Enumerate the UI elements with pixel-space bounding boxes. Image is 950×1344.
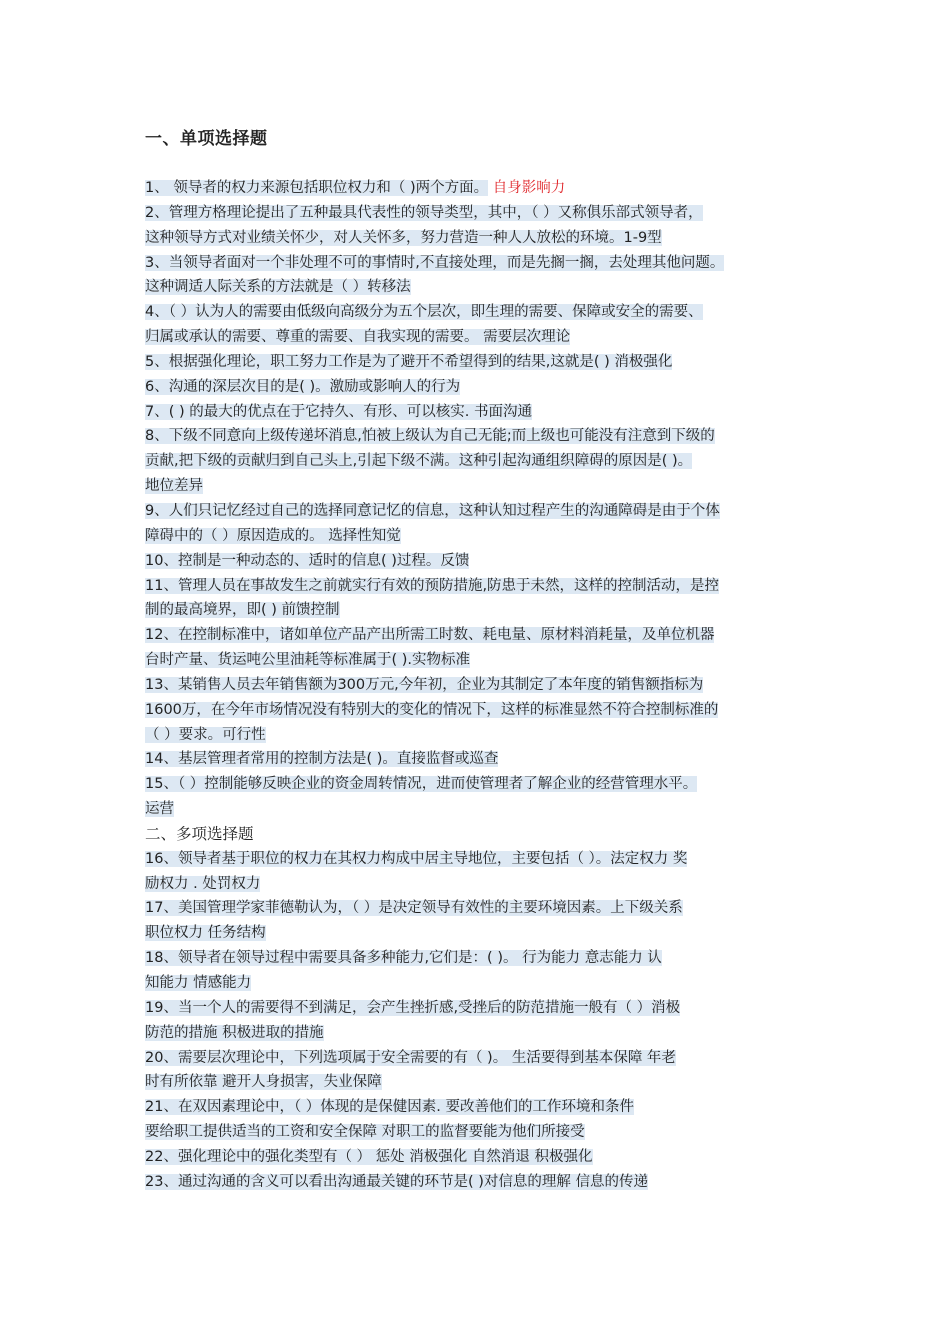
question-line: 11、管理人员在事故发生之前就实行有效的预防措施,防患于未然，这样的控制活动，是控 — [145, 577, 720, 594]
question-line: 这种领导方式对业绩关怀少，对人关怀多，努力营造一种人人放松的环境。1-9型 — [145, 229, 662, 246]
answer-text: 自身影响力 — [492, 180, 566, 196]
question-line: 4、（ ）认为人的需要由低级向高级分为五个层次，即生理的需要、保障或安全的需要、 — [145, 304, 703, 321]
question-line: 运营 — [145, 801, 174, 818]
section-title-single-choice: 一、单项选择题 — [145, 129, 268, 149]
question-line: 这种调适人际关系的方法就是（ ）转移法 — [145, 279, 411, 296]
question-line: 12、在控制标准中，诸如单位产品产出所需工时数、耗电量、原材料消耗量，及单位机器 — [145, 627, 715, 644]
question-line: 10、控制是一种动态的、适时的信息( )过程。反馈 — [145, 552, 470, 569]
question-line: 19、当一个人的需要得不到满足，会产生挫折感,受挫后的防范措施一般有（ ）消极 — [145, 999, 681, 1016]
question-line: 3、当领导者面对一个非处理不可的事情时,不直接处理，而是先搁一搁，去处理其他问题。 — [145, 254, 725, 271]
question-line: 17、美国管理学家菲德勒认为，（ ）是决定领导有效性的主要环境因素。上下级关系 — [145, 900, 683, 917]
question-text: 1、 领导者的权力来源包括职位权力和（ )两个方面。 — [145, 180, 489, 196]
question-line: 14、基层管理者常用的控制方法是( )。直接监督或巡查 — [145, 751, 499, 768]
question-line: 台时产量、货运吨公里油耗等标准属于( ).实物标准 — [145, 652, 471, 669]
question-line: 15、（ ）控制能够反映企业的资金周转情况，进而使管理者了解企业的经营管理水平。 — [145, 776, 698, 793]
question-line: （ ）要求。可行性 — [145, 726, 266, 743]
questions-single — [145, 201, 815, 822]
question-line: 21、在双因素理论中，（ ）体现的是保健因素. 要改善他们的工作环境和条件 — [145, 1099, 635, 1116]
question-line: 要给职工提供适当的工资和安全保障 对职工的监督要能为他们所接受 — [145, 1124, 585, 1141]
question-line: 6、沟通的深层次目的是( )。激励或影响人的行为 — [145, 378, 461, 395]
question-line: 20、需要层次理论中，下列选项属于安全需要的有（ )。 生活要得到基本保障 年老 — [145, 1049, 676, 1066]
section-title-multiple-choice: 二、多项选择题 — [145, 824, 254, 843]
question-list — [145, 176, 815, 1195]
question-line: 5、根据强化理论，职工努力工作是为了避开不希望得到的结果,这就是( ) 消极强化 — [145, 353, 673, 370]
question-line: 地位差异 — [145, 478, 203, 495]
question-line: 18、领导者在领导过程中需要具备多种能力,它们是：( )。 行为能力 意志能力 认 — [145, 950, 662, 967]
question-line: 1600万，在今年市场情况没有特别大的变化的情况下，这样的标准显然不符合控制标准的 — [145, 701, 719, 718]
questions-multiple — [145, 847, 815, 1195]
question-1 — [145, 176, 815, 201]
question-line: 障碍中的（ ）原因造成的。 选择性知觉 — [145, 527, 401, 544]
question-line: 励权力 . 处罚权力 — [145, 875, 261, 892]
question-line: 8、下级不同意向上级传递坏消息,怕被上级认为自己无能;而上级也可能没有注意到下级的 — [145, 428, 715, 445]
question-line: 7、( ) 的最大的优点在于它持久、有形、可以核实. 书面沟通 — [145, 403, 532, 420]
question-line: 23、通过沟通的含义可以看出沟通最关键的环节是( )对信息的理解 信息的传递 — [145, 1173, 648, 1190]
question-line: 防范的措施 积极进取的措施 — [145, 1024, 324, 1041]
question-line: 制的最高境界，即( ) 前馈控制 — [145, 602, 340, 619]
question-line: 9、人们只记忆经过自己的选择同意记忆的信息，这种认知过程产生的沟通障碍是由于个体 — [145, 502, 720, 519]
question-line: 归属或承认的需要、尊重的需要、自我实现的需要。 需要层次理论 — [145, 329, 571, 346]
question-line: 13、某销售人员去年销售额为300万元,今年初，企业为其制定了本年度的销售额指标为 — [145, 676, 704, 693]
question-line: 22、强化理论中的强化类型有（ ） 惩处 消极强化 自然消退 积极强化 — [145, 1148, 593, 1165]
question-line: 时有所依靠 避开人身损害，失业保障 — [145, 1074, 382, 1091]
question-line: 贡献,把下级的贡献归到自己头上,引起下级不满。这种引起沟通组织障碍的原因是( )。 — [145, 453, 693, 470]
question-line: 2、管理方格理论提出了五种最具代表性的领导类型，其中，（ ）又称俱乐部式领导者， — [145, 204, 703, 221]
question-line: 职位权力 任务结构 — [145, 925, 266, 942]
question-line: 知能力 情感能力 — [145, 975, 252, 991]
question-line: 16、领导者基于职位的权力在其权力构成中居主导地位，主要包括（ ）。法定权力 奖 — [145, 850, 688, 867]
